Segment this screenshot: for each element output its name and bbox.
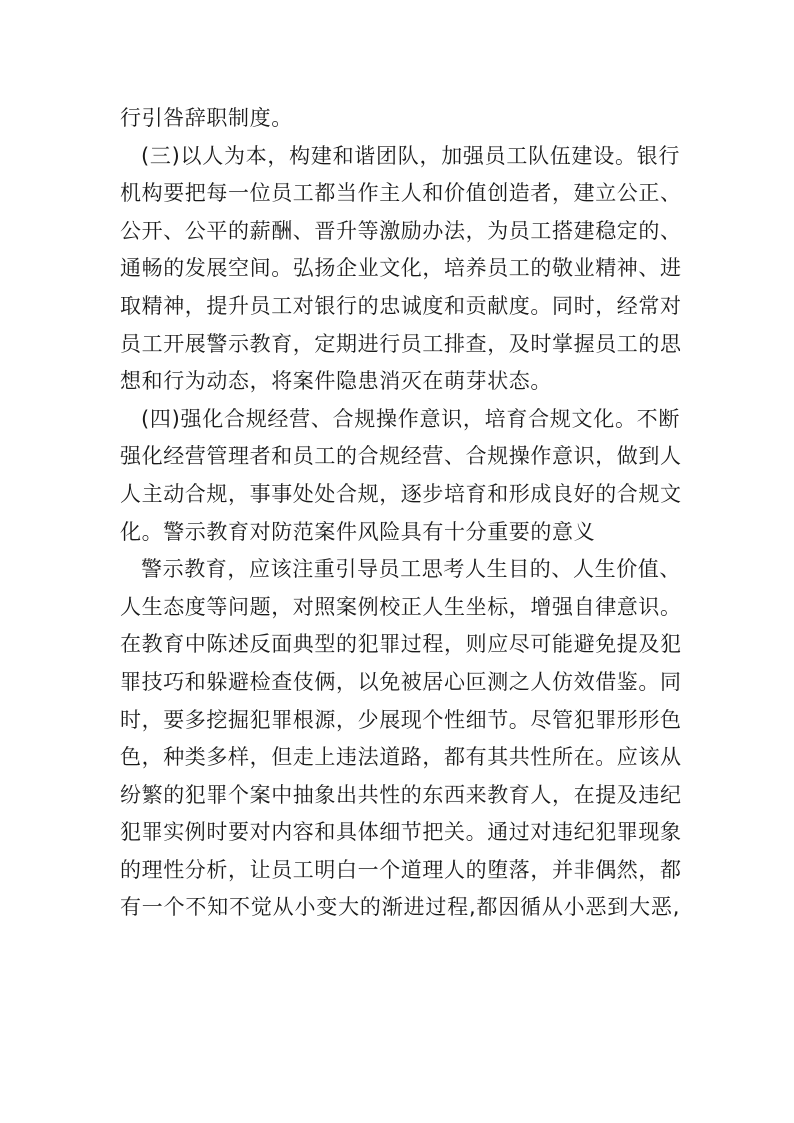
paragraph-line: 犯罪实例时要对内容和具体细节把关。通过对违纪犯罪现象 bbox=[120, 820, 682, 845]
paragraph-line: 公开、公平的薪酬、晋升等激励办法，为员工搭建稳定的、 bbox=[120, 218, 682, 243]
paragraph-line: 在教育中陈述反面典型的犯罪过程，则应尽可能避免提及犯 bbox=[120, 632, 682, 657]
paragraph-line: 行引咎辞职制度。 bbox=[120, 106, 293, 130]
paragraph-line: 警示教育，应该注重引导员工思考人生目的、人生价值、 bbox=[141, 557, 681, 582]
paragraph-line: 通畅的发展空间。弘扬企业文化，培养员工的敬业精神、进 bbox=[120, 256, 682, 281]
paragraph-line: 的理性分析，让员工明白一个道理人的堕落，并非偶然，都 bbox=[120, 857, 682, 882]
document-body bbox=[120, 100, 680, 927]
paragraph-line: 人主动合规，事事处处合规，逐步培育和形成良好的合规文 bbox=[120, 481, 682, 506]
paragraph-line: 化。警示教育对防范案件风险具有十分重要的意义 bbox=[120, 519, 596, 544]
paragraph-line: 员工开展警示教育，定期进行员工排查，及时掌握员工的思 bbox=[120, 331, 682, 356]
paragraph-line: 色，种类多样，但走上违法道路，都有其共性所在。应该从 bbox=[120, 745, 682, 770]
paragraph-line: 时，要多挖掘犯罪根源，少展现个性细节。尽管犯罪形形色 bbox=[120, 707, 682, 732]
paragraph-line: 纷繁的犯罪个案中抽象出共性的东西来教育人，在提及违纪 bbox=[120, 782, 682, 807]
paragraph-line: 强化经营管理者和员工的合规经营、合规操作意识，做到人 bbox=[120, 444, 682, 469]
paragraph-line: 人生态度等问题，对照案例校正人生坐标，增强自律意识。 bbox=[120, 594, 682, 619]
paragraph-line: (三)以人为本，构建和谐团队，加强员工队伍建设。银行 bbox=[141, 143, 680, 168]
paragraph-line: 想和行为动态，将案件隐患消灭在萌芽状态。 bbox=[120, 369, 552, 394]
paragraph-line: (四)强化合规经营、合规操作意识，培育合规文化。不断 bbox=[141, 406, 680, 431]
paragraph-line: 机构要把每一位员工都当作主人和价值创造者，建立公正、 bbox=[120, 181, 682, 206]
paragraph-line: 取精神，提升员工对银行的忠诚度和贡献度。同时，经常对 bbox=[120, 293, 682, 318]
paragraph-line: 有一个不知不觉从小变大的渐进过程,都因循从小恶到大恶, bbox=[120, 895, 680, 920]
paragraph-line: 罪技巧和躲避检查伎俩，以免被居心叵测之人仿效借鉴。同 bbox=[120, 669, 682, 694]
